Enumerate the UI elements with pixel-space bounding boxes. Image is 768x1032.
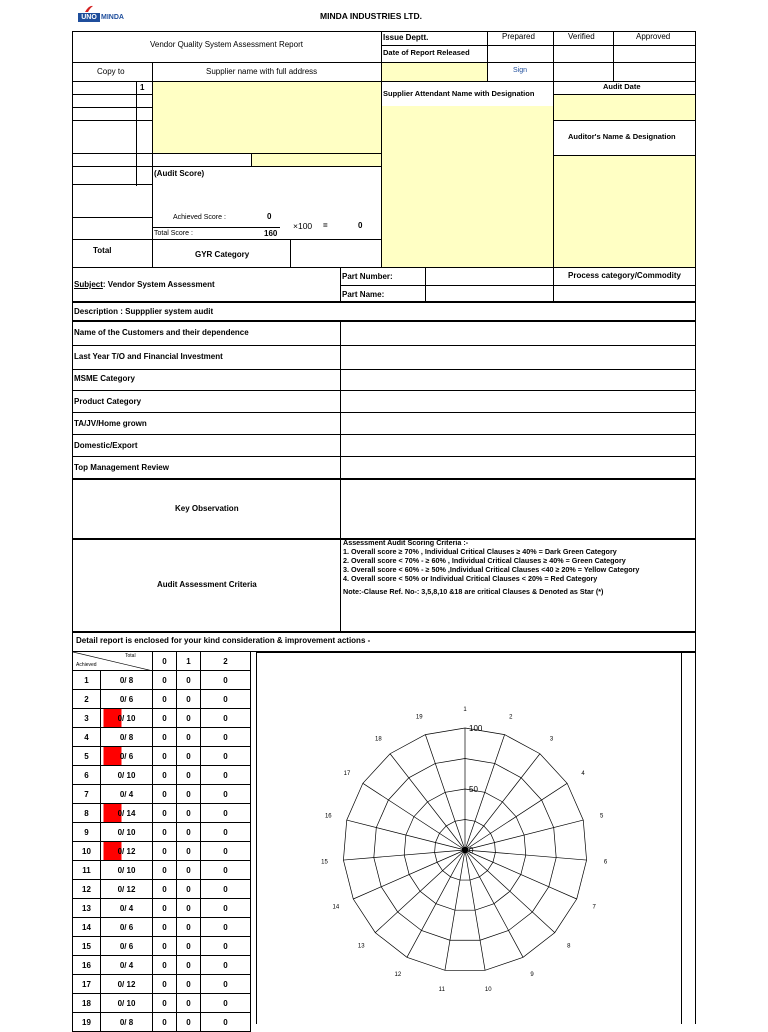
clause-number: 12 xyxy=(73,880,101,899)
clause-number: 1 xyxy=(73,671,101,690)
clause-number: 10 xyxy=(73,842,101,861)
table-row xyxy=(73,709,251,728)
radar-category-label: 10 xyxy=(484,987,492,994)
radar-category-label: 17 xyxy=(343,770,351,777)
audit-score-label: (Audit Score) xyxy=(154,169,205,178)
table-row xyxy=(73,823,251,842)
clause-score: 0/ 6 xyxy=(101,690,153,709)
table-row xyxy=(73,690,251,709)
part-name-label: Part Name: xyxy=(342,290,385,299)
table-row xyxy=(73,1013,251,1032)
col-header: 2 xyxy=(201,652,251,671)
achieved-score-label: Achieved Score : xyxy=(173,214,226,221)
clause-score: 0/ 12 xyxy=(101,880,153,899)
radar-category-label: 15 xyxy=(321,859,328,866)
score-cell: 0 xyxy=(177,804,201,823)
multiplier-label: ×100 xyxy=(293,221,313,231)
score-cell: 0 xyxy=(201,994,251,1013)
score-cell: 0 xyxy=(153,747,177,766)
clause-number: 3 xyxy=(73,709,101,728)
radar-category-label: 12 xyxy=(394,972,402,979)
radar-category-label: 7 xyxy=(592,904,596,911)
process-category-label: Process category/Commodity xyxy=(568,271,681,280)
radar-spoke xyxy=(465,754,540,850)
row-number: 1 xyxy=(140,83,145,92)
score-cell: 0 xyxy=(177,690,201,709)
radar-category-label: 2 xyxy=(509,714,513,721)
clause-number: 14 xyxy=(73,918,101,937)
radar-category-label: 13 xyxy=(357,943,365,950)
score-cell: 0 xyxy=(177,823,201,842)
key-observation-row xyxy=(72,479,696,539)
clause-number: 4 xyxy=(73,728,101,747)
score-cell: 0 xyxy=(177,899,201,918)
score-cell: 0 xyxy=(153,709,177,728)
col-header: 1 xyxy=(177,652,201,671)
table-row xyxy=(73,804,251,823)
description-text: Description : Suppplier system audit xyxy=(74,307,214,316)
score-cell: 0 xyxy=(201,747,251,766)
table-row xyxy=(73,671,251,690)
score-cell: 0 xyxy=(153,766,177,785)
logo-minda: MINDA xyxy=(101,14,124,21)
date-released-label: Date of Report Released xyxy=(383,48,470,57)
gyr-category-label: GYR Category xyxy=(195,250,250,259)
achieved-score-value: 0 xyxy=(267,212,272,221)
clause-number: 5 xyxy=(73,747,101,766)
radar-category-label: 19 xyxy=(415,714,423,721)
score-cell: 0 xyxy=(177,671,201,690)
radar-spoke xyxy=(375,850,465,933)
info-row-label: Last Year T/O and Financial Investment xyxy=(74,352,223,361)
score-cell: 0 xyxy=(153,690,177,709)
radar-tick-label: 0 xyxy=(469,846,474,855)
prepared-label: Prepared xyxy=(502,32,535,41)
score-cell: 0 xyxy=(177,766,201,785)
radar-category-label: 11 xyxy=(438,987,445,994)
clause-score: 0/ 4 xyxy=(101,899,153,918)
score-cell: 0 xyxy=(153,956,177,975)
sign-label: Sign xyxy=(513,67,528,74)
score-cell: 0 xyxy=(177,709,201,728)
score-cell: 0 xyxy=(153,880,177,899)
clause-score: 0/ 10 xyxy=(101,709,153,728)
clause-number: 7 xyxy=(73,785,101,804)
score-cell: 0 xyxy=(177,728,201,747)
clause-score: 0/ 8 xyxy=(101,728,153,747)
clause-number: 11 xyxy=(73,861,101,880)
diagonal-header-cell: Total Achieved xyxy=(73,652,153,671)
score-cell: 0 xyxy=(201,956,251,975)
score-cell: 0 xyxy=(201,937,251,956)
radar-tick-label: 50 xyxy=(469,785,478,794)
clause-score: 0/ 6 xyxy=(101,747,153,766)
info-row-label: TA/JV/Home grown xyxy=(74,419,147,428)
copy-to-label: Copy to xyxy=(97,67,125,76)
score-cell: 0 xyxy=(177,1013,201,1032)
radar-category-label: 16 xyxy=(324,813,332,820)
radar-spoke xyxy=(465,850,577,899)
table-row xyxy=(73,918,251,937)
radar-spoke xyxy=(465,783,567,850)
score-cell: 0 xyxy=(177,937,201,956)
table-row xyxy=(73,956,251,975)
detail-text: Detail report is enclosed for your kind consideration & improvement actions - xyxy=(76,636,371,645)
company-name: MINDA INDUSTRIES LTD. xyxy=(320,11,422,21)
radar-spoke xyxy=(353,850,465,899)
radar-spoke xyxy=(465,850,555,933)
radar-category-label: 9 xyxy=(530,972,534,979)
total-score-label: Total Score : xyxy=(154,230,193,237)
radar-category-label: 5 xyxy=(600,813,604,820)
clause-score: 0/ 4 xyxy=(101,956,153,975)
col-header: 0 xyxy=(153,652,177,671)
radar-spoke xyxy=(347,820,465,850)
approved-label: Approved xyxy=(636,32,671,41)
score-cell: 0 xyxy=(201,842,251,861)
minda-logo-mark-icon xyxy=(84,5,94,13)
radar-category-label: 4 xyxy=(581,770,585,777)
info-row-label: Name of the Customers and their dependence xyxy=(74,328,249,337)
clause-score: 0/ 12 xyxy=(101,975,153,994)
verified-label: Verified xyxy=(568,32,595,41)
audit-criteria-label: Audit Assessment Criteria xyxy=(157,580,257,589)
score-cell: 0 xyxy=(201,671,251,690)
info-row-label: Domestic/Export xyxy=(74,441,138,450)
clause-number: 13 xyxy=(73,899,101,918)
radar-category-label: 8 xyxy=(567,943,571,950)
info-row-label: MSME Category xyxy=(74,374,135,383)
supplier-name-label: Supplier name with full address xyxy=(206,67,318,76)
radar-category-label: 1 xyxy=(463,707,467,713)
table-row xyxy=(73,785,251,804)
radar-tick-label: 100 xyxy=(469,724,483,733)
issue-deptt-label: Issue Deptt. xyxy=(383,33,429,42)
table-row xyxy=(73,861,251,880)
radar-category-label: 6 xyxy=(603,859,608,866)
table-row xyxy=(73,975,251,994)
percent-value: 0 xyxy=(358,221,363,230)
table-row xyxy=(73,728,251,747)
clause-number: 16 xyxy=(73,956,101,975)
clause-score: 0/ 8 xyxy=(101,671,153,690)
table-row xyxy=(73,880,251,899)
report-title: Vendor Quality System Assessment Report xyxy=(150,40,303,49)
total-score-value: 160 xyxy=(264,229,278,238)
score-cell: 0 xyxy=(177,785,201,804)
table-row xyxy=(73,842,251,861)
clause-score: 0/ 10 xyxy=(101,823,153,842)
score-cell: 0 xyxy=(177,842,201,861)
score-cell: 0 xyxy=(201,880,251,899)
score-cell: 0 xyxy=(153,918,177,937)
score-cell: 0 xyxy=(201,899,251,918)
audit-date-label: Audit Date xyxy=(603,82,641,91)
score-cell: 0 xyxy=(177,918,201,937)
clause-number: 8 xyxy=(73,804,101,823)
radar-spoke xyxy=(390,754,465,850)
clause-score: 0/ 4 xyxy=(101,785,153,804)
score-cell: 0 xyxy=(201,766,251,785)
radar-spoke xyxy=(425,735,465,850)
clause-score: 0/ 10 xyxy=(101,766,153,785)
subject-line: Subject: Vendor System Assessment xyxy=(74,280,215,289)
score-cell: 0 xyxy=(201,823,251,842)
clause-number: 6 xyxy=(73,766,101,785)
clause-score: 0/ 10 xyxy=(101,861,153,880)
score-cell: 0 xyxy=(177,994,201,1013)
clause-score: 0/ 6 xyxy=(101,918,153,937)
radar-point xyxy=(462,847,468,853)
score-table-header xyxy=(73,652,251,671)
clause-number: 17 xyxy=(73,975,101,994)
table-row xyxy=(73,766,251,785)
clause-score: 0/ 12 xyxy=(101,842,153,861)
key-observation-label: Key Observation xyxy=(175,504,239,513)
score-cell: 0 xyxy=(177,861,201,880)
clause-number: 18 xyxy=(73,994,101,1013)
score-cell: 0 xyxy=(201,709,251,728)
score-cell: 0 xyxy=(201,690,251,709)
score-cell: 0 xyxy=(153,861,177,880)
score-cell: 0 xyxy=(153,994,177,1013)
score-cell: 0 xyxy=(201,975,251,994)
radar-spoke xyxy=(465,820,583,850)
score-cell: 0 xyxy=(201,804,251,823)
equals-label: = xyxy=(323,221,328,230)
score-cell: 0 xyxy=(153,804,177,823)
score-cell: 0 xyxy=(177,880,201,899)
logo-uno: UNO xyxy=(78,13,100,22)
info-row-label: Top Management Review xyxy=(74,463,169,472)
total-label: Total xyxy=(93,246,112,255)
score-cell: 0 xyxy=(153,937,177,956)
radar-category-label: 3 xyxy=(549,736,554,743)
score-cell: 0 xyxy=(153,975,177,994)
table-row xyxy=(73,899,251,918)
score-cell: 0 xyxy=(177,747,201,766)
score-cell: 0 xyxy=(153,728,177,747)
score-cell: 0 xyxy=(153,842,177,861)
score-table xyxy=(72,651,251,1032)
criteria-text: Assessment Audit Scoring Criteria :- 1. Overall score ≥ 70% , Individual Critical Clauses ≥ 40% = Dark Green Category 2. Overall score < 70% - ≥ 60% , Individual Critical Clauses ≥ 40% = Green Category 3. Overall score < 60% - ≥ 50% ,Individual Critical Clauses <40 ≥ 20% = Yellow Category 4. Overall score < 50% or Individual Critical Clauses < 20% = Red Category Note:-Clause Ref. No-: 3,5,8,10 &18 are critical Clauses & Denoted as Star (*) xyxy=(343,538,640,596)
radar-category-label: 18 xyxy=(375,736,382,743)
clause-number: 15 xyxy=(73,937,101,956)
score-cell: 0 xyxy=(153,785,177,804)
radar-spoke xyxy=(363,783,465,850)
score-cell: 0 xyxy=(153,899,177,918)
clause-score: 0/ 6 xyxy=(101,937,153,956)
auditor-name-label: Auditor's Name & Designation xyxy=(568,132,676,141)
score-cell: 0 xyxy=(201,728,251,747)
part-number-label: Part Number: xyxy=(342,272,393,281)
score-cell: 0 xyxy=(177,956,201,975)
score-cell: 0 xyxy=(153,823,177,842)
radar-category-label: 14 xyxy=(332,904,340,911)
score-cell: 0 xyxy=(201,861,251,880)
clause-score: 0/ 14 xyxy=(101,804,153,823)
clause-number: 19 xyxy=(73,1013,101,1032)
info-row-label: Product Category xyxy=(74,397,142,406)
clause-score: 0/ 10 xyxy=(101,994,153,1013)
clause-score: 0/ 8 xyxy=(101,1013,153,1032)
score-cell: 0 xyxy=(201,918,251,937)
clause-number: 2 xyxy=(73,690,101,709)
score-cell: 0 xyxy=(153,1013,177,1032)
table-row xyxy=(73,747,251,766)
clause-number: 9 xyxy=(73,823,101,842)
radar-chart xyxy=(256,652,696,1024)
score-cell: 0 xyxy=(177,975,201,994)
score-cell: 0 xyxy=(153,671,177,690)
supplier-attendant-label: Supplier Attendant Name with Designation xyxy=(383,89,535,98)
table-row xyxy=(73,937,251,956)
table-row xyxy=(73,994,251,1013)
score-cell: 0 xyxy=(201,1013,251,1032)
score-cell: 0 xyxy=(201,785,251,804)
